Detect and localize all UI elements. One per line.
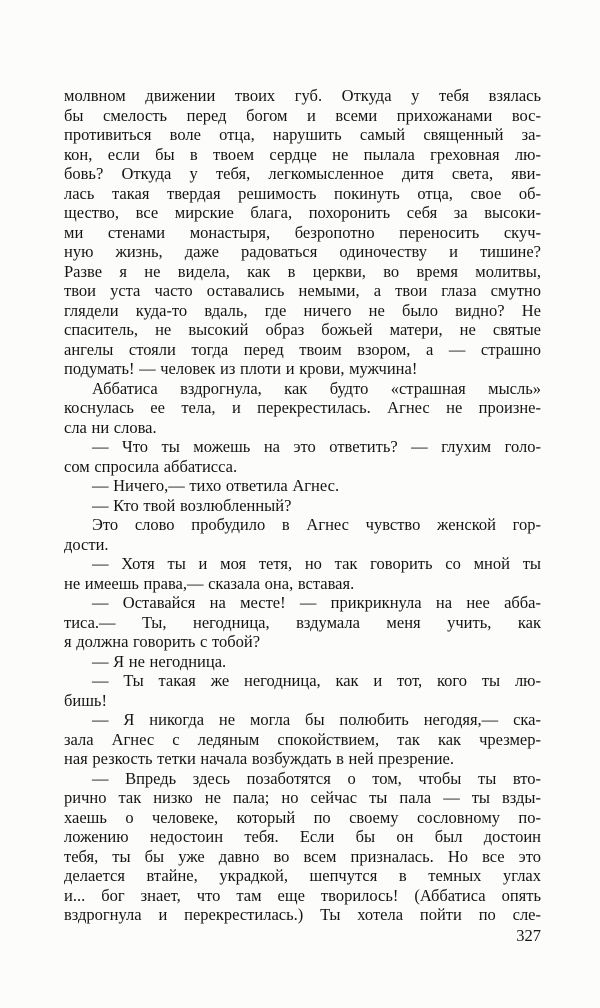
text-line: не имеешь права,— сказала она, вставая. (64, 573, 355, 593)
text-line: ную жизнь, даже радоваться одиночеству и тишине? (64, 242, 541, 261)
page-number: 327 (516, 926, 541, 945)
text-line: молвном движении твоих губ. Откуда у тебя взялась (64, 86, 541, 105)
text-line: коснулась ее тела, и перекрестилась. Агнес не произне- (64, 398, 541, 417)
text-line: — Оставайся на месте! — прикрикнула на нее абба- (92, 593, 541, 612)
text-line: — Впредь здесь позаботятся о том, чтобы ты вто- (92, 768, 541, 788)
text-line: противиться воле отца, нарушить самый священный за- (64, 125, 541, 144)
text-line: — Кто твой возлюбленный? (92, 495, 292, 515)
text-line: сла ни слова. (64, 417, 157, 437)
text-line: бы смелость перед богом и всеми прихожанами вос- (64, 105, 541, 125)
text-line: спаситель, не высокий образ божьей матери, не святые (64, 320, 541, 339)
text-line: — Что ты можешь на это ответить? — глухим голо- (92, 437, 541, 456)
text-line: ми стенами монастыря, безропотно переносить скуч- (64, 222, 541, 242)
text-line: — Я не негодница. (92, 651, 227, 671)
text-line: рично так низко не пала; но сейчас ты пала — ты взды- (64, 788, 541, 807)
text-line: Разве я не видела, как в церкви, во время молитвы, (64, 261, 541, 281)
text-line: глядели куда-то вдаль, где ничего не было видно? Не (64, 300, 541, 320)
text-line: — Ты такая же негодница, как и тот, кого ты лю- (92, 671, 541, 690)
text-line: я должна говорить с тобой? (64, 632, 261, 651)
text-line: сом спросила аббатисса. (64, 456, 238, 476)
text-line: кон, если бы в твоем сердце не пылала греховная лю- (64, 144, 541, 164)
text-line: вздрогнула и перекрестилась.) Ты хотела пойти по сле- (64, 905, 541, 924)
text-line: бишь! (64, 690, 107, 710)
text-line: зала Агнес с ледяным спокойствием, так как чрезмер- (64, 729, 541, 749)
text-line: ная резкость тетки начала возбуждать в ней презрение. (64, 749, 454, 768)
text-line: дости. (64, 534, 109, 554)
text-line: лась такая твердая решимость покинуть отца, свое об- (64, 183, 541, 203)
text-line: — Ничего,— тихо ответила Агнес. (92, 476, 340, 495)
text-line: хаешь о человеке, который по своему сословному по- (64, 807, 541, 827)
text-line: тиса.— Ты, негодница, вздумала меня учить, как (64, 612, 541, 632)
text-line: щество, все мирские блага, похоронить себя за высоки- (64, 203, 541, 222)
text-line: — Я никогда не могла бы полюбить негодяя,— ска- (92, 710, 541, 729)
page-text (64, 86, 541, 925)
text-line: и... бог знает, что там еще творилось! (Аббатиса опять (64, 885, 541, 905)
text-line: тебя, ты бы уже давно во всем призналась. Но все это (64, 846, 541, 866)
text-line: — Хотя ты и моя тетя, но так говорить со мной ты (92, 554, 541, 573)
text-line: Это слово пробудило в Агнес чувство женской гор- (92, 515, 541, 534)
text-line: подумать! — человек из плоти и крови, мужчина! (64, 359, 418, 378)
text-line: твои уста часто оставались немыми, а твои глаза смутно (64, 281, 541, 300)
text-line: делается втайне, украдкой, шепчутся в темных углах (64, 866, 541, 885)
text-line: Аббатиса вздрогнула, как будто «страшная мысль» (92, 378, 541, 398)
text-line: бовь? Откуда у тебя, легкомысленное дитя света, яви- (64, 164, 541, 183)
text-line: ложению недостоин тебя. Если бы он был достоин (64, 827, 541, 846)
text-line: ангелы стояли тогда перед твоим взором, а — страшно (64, 339, 541, 359)
